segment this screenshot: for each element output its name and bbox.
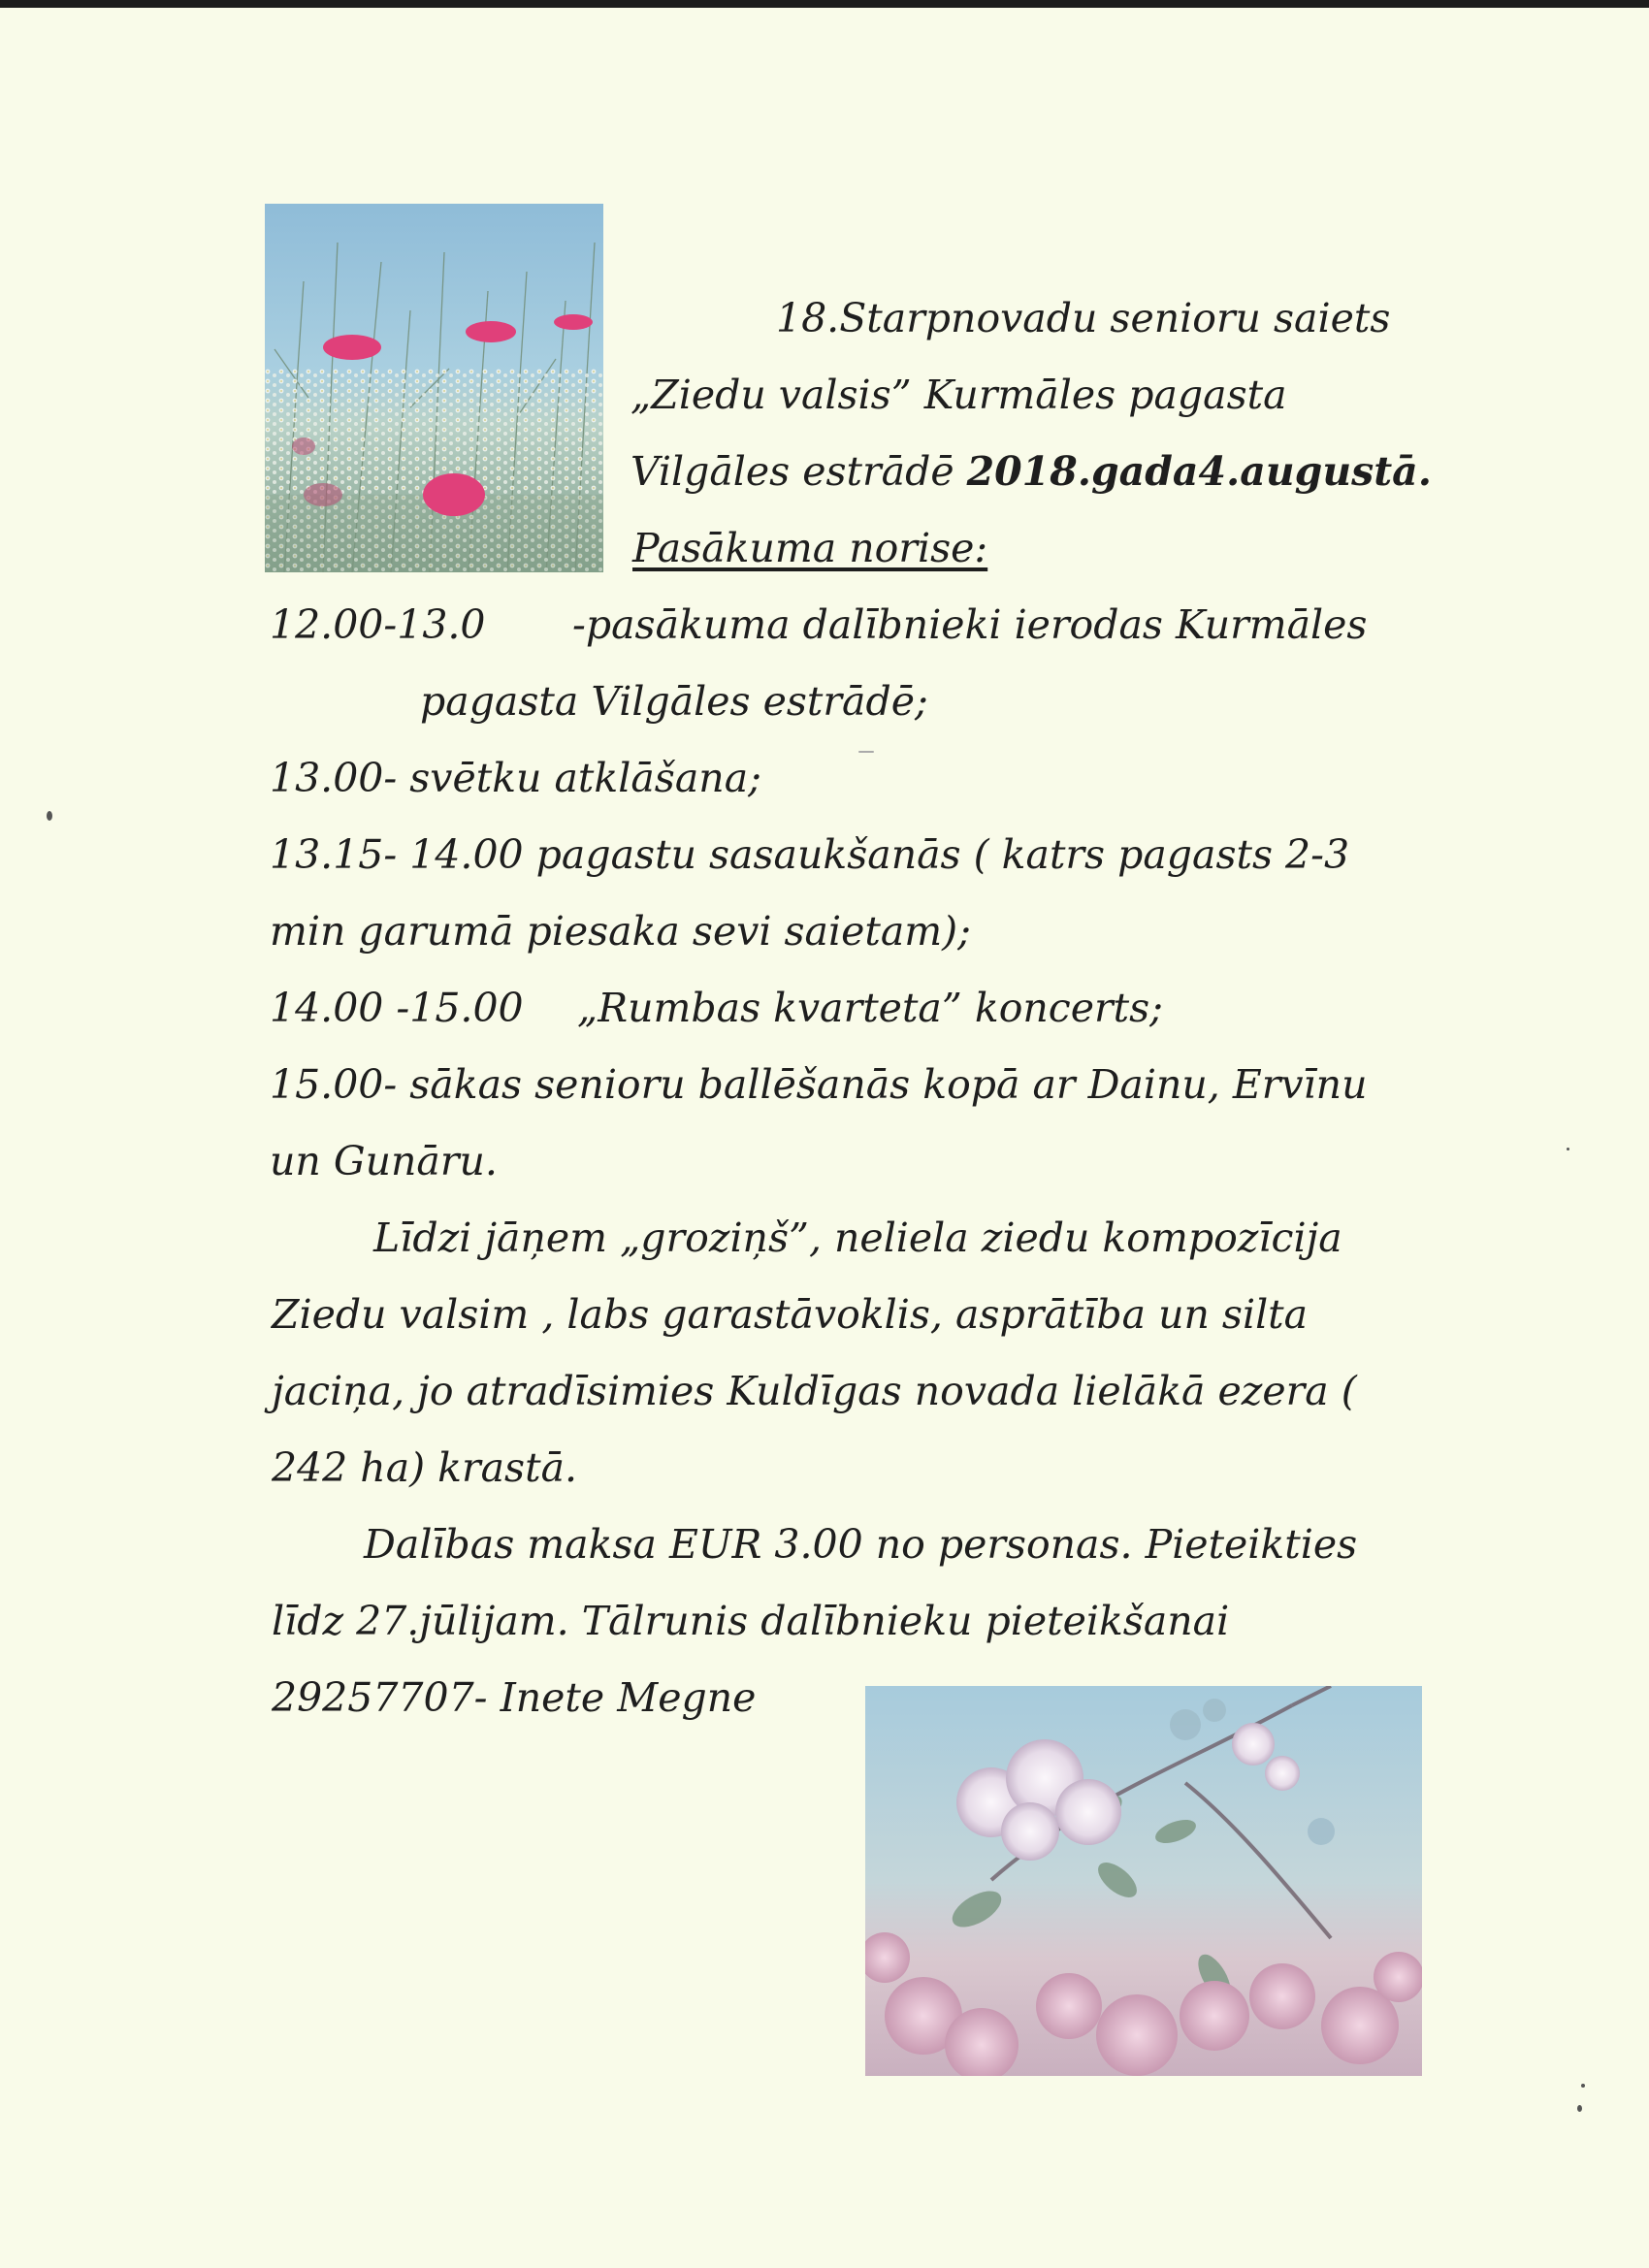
schedule-item-1-text: -pasākuma dalībnieki ierodas Kurmāles (572, 601, 1368, 648)
flyer-page (0, 8, 1649, 2268)
notes-line-1: Līdzi jāņem „groziņš”, neliela ziedu kompozīcija (373, 1215, 1342, 1261)
schedule-item-4-time: 14.00 -15.00 (270, 985, 524, 1031)
contact-line: 29257707- Inete Megne (272, 1674, 757, 1721)
program-heading: Pasākuma norise: (632, 525, 988, 571)
notes-line-2: Ziedu valsim , labs garastāvoklis, asprātība un silta (272, 1291, 1309, 1338)
schedule-item-3: 13.15- 14.00 pagastu sasaukšanās ( katrs pagasts 2-3 (270, 831, 1350, 878)
schedule-item-4-text: „Rumbas kvarteta” koncerts; (577, 985, 1163, 1031)
notes-line-4: 242 ha) krastā. (272, 1444, 578, 1491)
schedule-item-2: 13.00- svētku atklāšana; (270, 755, 761, 801)
schedule-item-1-cont: pagasta Vilgāles estrādē; (420, 678, 928, 725)
schedule-item-5-cont: un Gunāru. (270, 1138, 498, 1184)
venue-text: Vilgāles estrādē (630, 448, 967, 495)
poppy-meadow-image (265, 204, 603, 572)
fee-line-1: Dalības maksa EUR 3.00 no personas. Pieteikties (364, 1521, 1358, 1568)
event-date: 2018.gada4.augustā. (966, 448, 1432, 495)
schedule-item-5: 15.00- sākas senioru ballēšanās kopā ar Dainu, Ervīnu (270, 1061, 1368, 1108)
scan-speck (1577, 2105, 1582, 2112)
scan-speck (47, 811, 52, 821)
title-line-3 (630, 448, 1432, 495)
schedule-item-3-cont: min garumā piesaka sevi saietam); (270, 908, 971, 955)
schedule-item-1-time: 12.00-13.0 (270, 601, 486, 648)
title-line-1: 18.Starpnovadu senioru saiets (776, 295, 1391, 341)
apple-blossom-image (865, 1686, 1422, 2076)
scan-speck (858, 751, 874, 753)
title-line-2: „Ziedu valsis” Kurmāles pagasta (630, 372, 1287, 418)
scan-top-edge (0, 0, 1649, 8)
scan-speck (1567, 1148, 1569, 1150)
notes-line-3: jaciņa, jo atradīsimies Kuldīgas novada lielākā ezera ( (272, 1368, 1357, 1414)
fee-line-2: līdz 27.jūlijam. Tālrunis dalībnieku pieteikšanai (272, 1598, 1230, 1644)
scan-speck (1581, 2084, 1585, 2088)
